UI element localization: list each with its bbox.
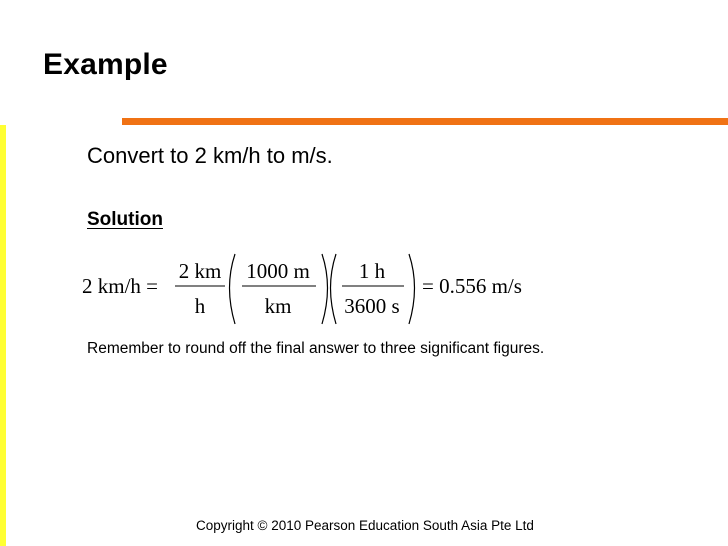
- fraction2-numerator: 1000 m: [246, 259, 310, 283]
- paren-open-2: [331, 254, 337, 324]
- fraction3-denominator: 3600 s: [344, 294, 400, 318]
- left-accent-bar: [0, 125, 6, 546]
- equation-result: = 0.556 m/s: [422, 274, 522, 298]
- equation-lhs: 2 km/h =: [82, 274, 159, 298]
- solution-heading: Solution: [87, 209, 163, 230]
- paren-open-1: [230, 254, 236, 324]
- fraction1-denominator: h: [194, 294, 206, 318]
- fraction3-numerator: 1 h: [358, 259, 386, 283]
- copyright-footer: Copyright © 2010 Pearson Education South Asia Pte Ltd: [196, 518, 534, 533]
- title-underline-bar: [122, 118, 728, 125]
- fraction2-denominator: km: [264, 294, 292, 318]
- slide-title: Example: [43, 48, 168, 81]
- conversion-equation: [82, 252, 552, 332]
- paren-close-1: [322, 254, 328, 324]
- fraction1-numerator: 2 km: [178, 259, 222, 283]
- rounding-reminder: Remember to round off the final answer to three significant figures.: [87, 340, 545, 357]
- paren-close-2: [409, 254, 415, 324]
- problem-statement: Convert to 2 km/h to m/s.: [87, 143, 333, 168]
